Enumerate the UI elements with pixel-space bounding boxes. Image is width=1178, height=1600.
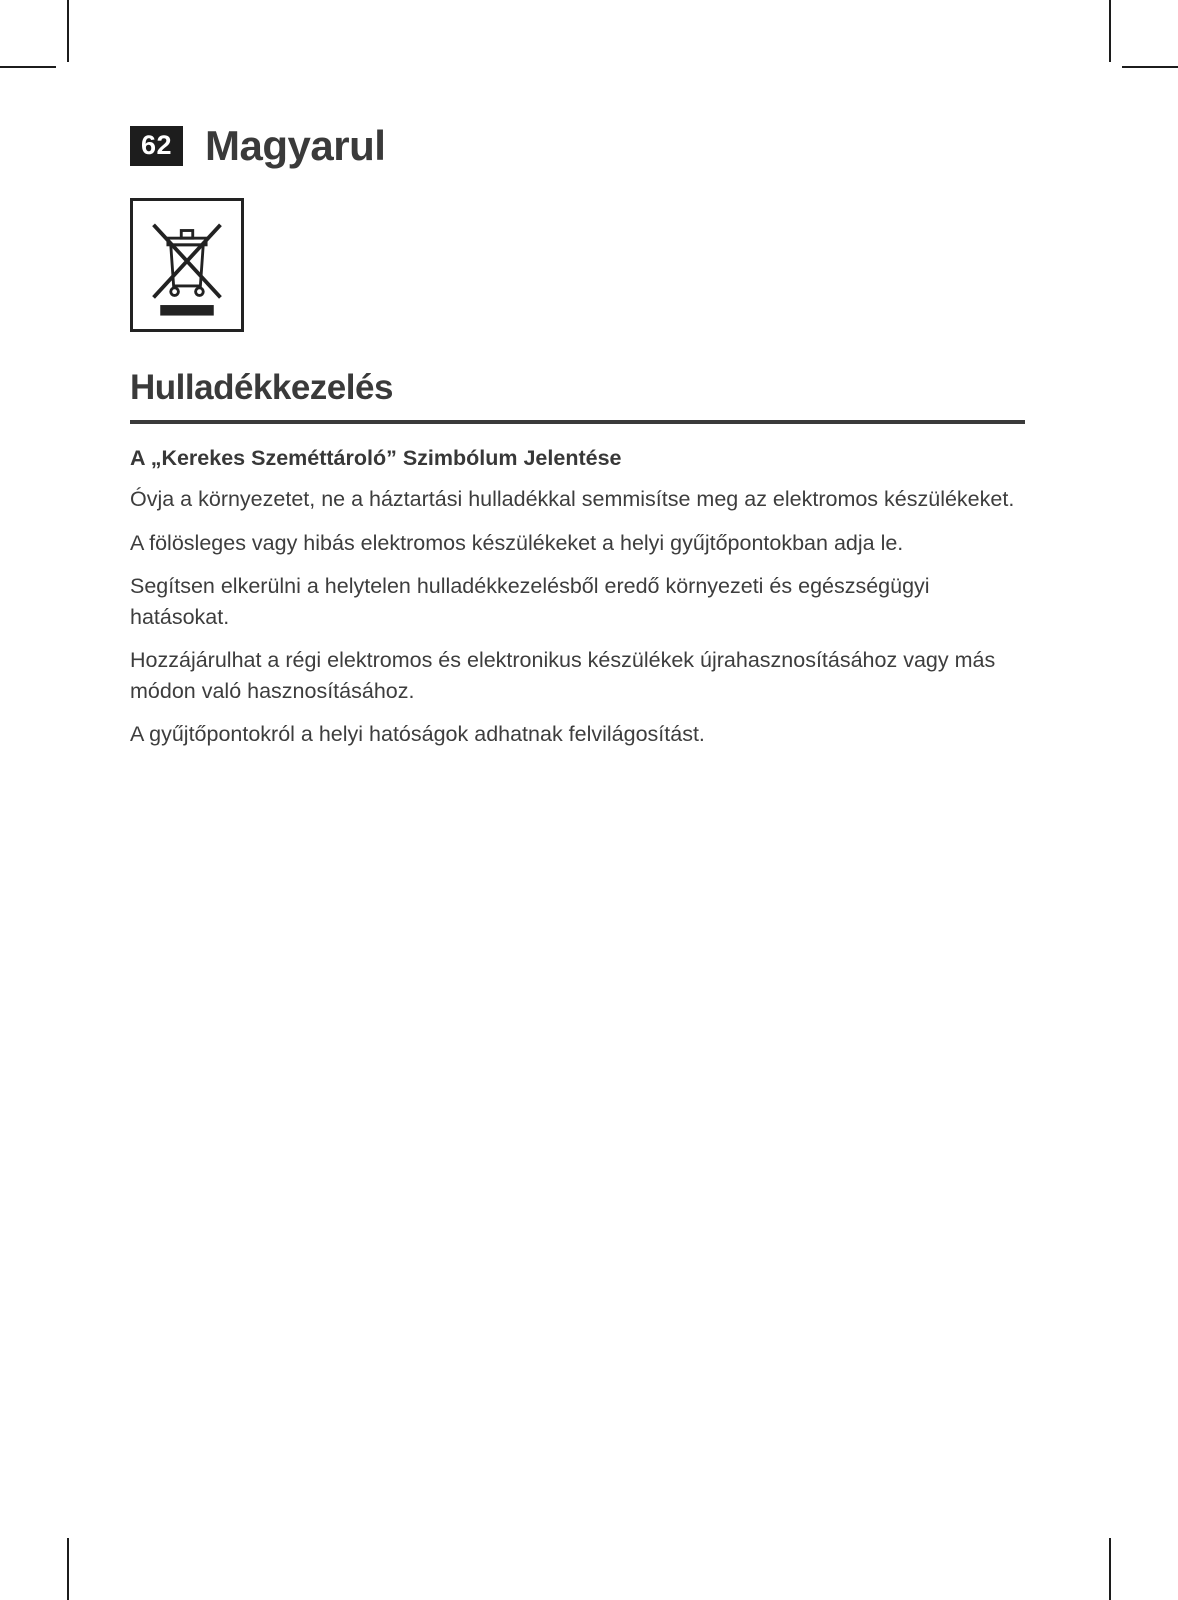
section-title: Hulladékkezelés — [130, 368, 1025, 424]
section-subtitle: A „Kerekes Szeméttároló” Szimbólum Jelentése — [130, 446, 622, 470]
page-number-badge: 62 — [130, 126, 183, 166]
crop-mark-bottom-right-vertical — [1109, 1538, 1111, 1600]
section-body — [130, 484, 1025, 750]
paragraph: Óvja a környezetet, ne a háztartási hulladékkal semmisítse meg az elektromos készülékeket. — [130, 487, 1015, 511]
page-header — [130, 122, 1025, 170]
crop-mark-top-left-horizontal — [0, 66, 56, 68]
language-title: Magyarul — [205, 122, 386, 169]
paragraph: A gyűjtőpontokról a helyi hatóságok adhatnak felvilágosítást. — [130, 722, 705, 747]
weee-symbol-box — [130, 198, 244, 332]
paragraph: Hozzájárulhat a régi elektromos és elektronikus készülékek újrahasznosításához vagy más módon való hasznosításához. — [130, 648, 996, 703]
weee-crossed-out-wheeled-bin-icon — [144, 209, 230, 322]
paragraph: Segítsen elkerülni a helytelen hulladékkezelésből eredő környezeti és egészségügyi hatásokat. — [130, 574, 930, 629]
crop-mark-top-right-horizontal — [1122, 66, 1178, 68]
crop-mark-top-right-vertical — [1109, 0, 1111, 62]
crop-mark-top-left-vertical — [67, 0, 69, 62]
page-content — [130, 122, 1025, 750]
crop-mark-bottom-left-vertical — [67, 1538, 69, 1600]
paragraph: A fölösleges vagy hibás elektromos készülékeket a helyi gyűjtőpontokban adja le. — [130, 530, 904, 555]
